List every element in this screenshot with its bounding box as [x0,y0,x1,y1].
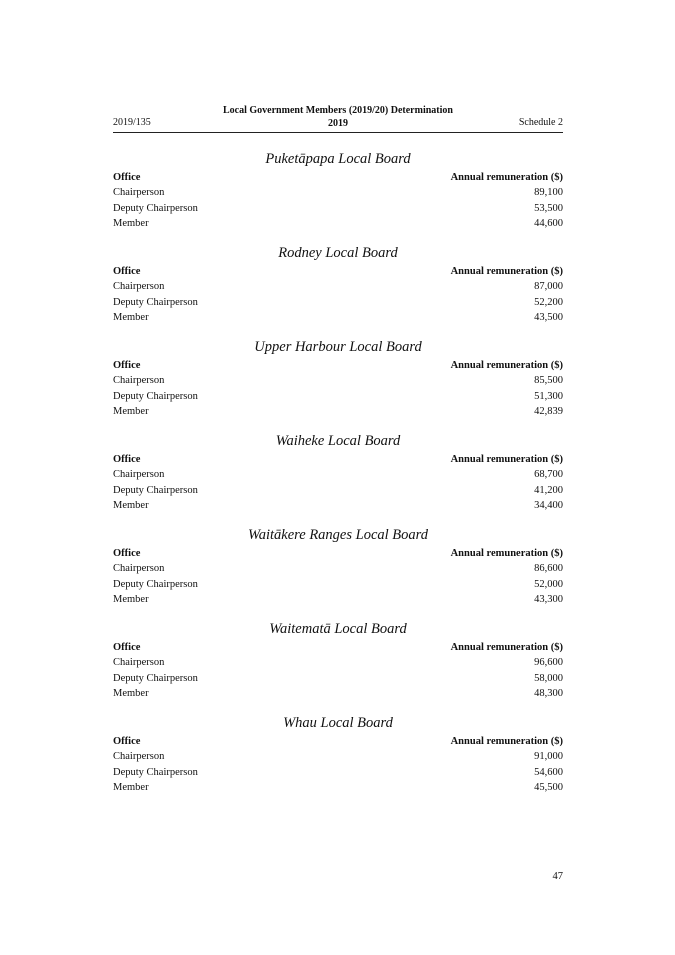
column-header-office: Office [113,172,141,183]
remuneration-cell: 52,000 [534,578,563,590]
column-header-office: Office [113,642,141,653]
office-cell: Deputy Chairperson [113,578,198,590]
board-section [113,150,563,244]
office-cell: Chairperson [113,469,165,481]
remuneration-cell: 43,300 [534,593,563,605]
board-title: Whau Local Board [283,715,393,731]
office-cell: Chairperson [113,563,165,575]
board-title: Puketāpapa Local Board [265,151,411,167]
table-header-row [113,640,563,655]
office-cell: Deputy Chairperson [113,296,198,308]
board-section [113,526,563,620]
header-reference: 2019/135 [113,117,151,128]
office-cell: Member [113,311,149,323]
column-header-remuneration: Annual remuneration ($) [450,454,563,465]
table-header-row [113,452,563,467]
table-row [113,185,563,200]
remuneration-cell: 89,100 [534,187,563,199]
office-cell: Deputy Chairperson [113,202,198,214]
table-row [113,765,563,780]
table-header-row [113,170,563,185]
table-row [113,201,563,216]
remuneration-cell: 53,500 [534,202,563,214]
board-title: Waitematā Local Board [269,621,407,637]
office-cell: Chairperson [113,187,165,199]
office-cell: Chairperson [113,657,165,669]
table-row [113,671,563,686]
table-row [113,561,563,576]
table-row [113,216,563,231]
column-header-remuneration: Annual remuneration ($) [450,360,563,371]
remuneration-cell: 87,000 [534,281,563,293]
office-cell: Member [113,405,149,417]
table-header-row [113,358,563,373]
column-header-office: Office [113,360,141,371]
column-header-remuneration: Annual remuneration ($) [450,736,563,747]
office-cell: Member [113,781,149,793]
office-cell: Chairperson [113,751,165,763]
board-title: Waiheke Local Board [275,433,401,449]
table-row [113,577,563,592]
remuneration-cell: 48,300 [534,687,563,699]
table-row [113,310,563,325]
header-schedule: Schedule 2 [518,117,563,128]
running-header [113,104,563,133]
office-cell: Deputy Chairperson [113,766,198,778]
header-title [113,104,563,130]
table-row [113,686,563,701]
remuneration-cell: 41,200 [534,484,563,496]
remuneration-cell: 54,600 [534,766,563,778]
remuneration-cell: 51,300 [534,390,563,402]
remuneration-cell: 85,500 [534,375,563,387]
office-cell: Member [113,593,149,605]
column-header-remuneration: Annual remuneration ($) [450,266,563,277]
remuneration-cell: 68,700 [534,469,563,481]
table-row [113,373,563,388]
board-section [113,244,563,338]
office-cell: Member [113,499,149,511]
remuneration-cell: 43,500 [534,311,563,323]
table-row [113,749,563,764]
remuneration-cell: 96,600 [534,657,563,669]
table-row [113,592,563,607]
office-cell: Deputy Chairperson [113,390,198,402]
table-row [113,498,563,513]
board-section [113,338,563,432]
office-cell: Member [113,217,149,229]
office-cell: Deputy Chairperson [113,484,198,496]
board-section [113,432,563,526]
table-row [113,483,563,498]
column-header-office: Office [113,736,141,747]
table-header-row [113,734,563,749]
column-header-remuneration: Annual remuneration ($) [450,172,563,183]
board-section [113,714,563,808]
office-cell: Deputy Chairperson [113,672,198,684]
header-title-line-1: Local Government Members (2019/20) Determination [223,105,453,116]
table-row [113,780,563,795]
office-cell: Chairperson [113,375,165,387]
table-header-row [113,546,563,561]
remuneration-cell: 86,600 [534,563,563,575]
board-title: Rodney Local Board [278,245,398,261]
table-row [113,295,563,310]
remuneration-cell: 42,839 [534,405,563,417]
remuneration-cell: 44,600 [534,217,563,229]
page-number: 47 [552,871,563,882]
table-row [113,655,563,670]
column-header-office: Office [113,266,141,277]
column-header-remuneration: Annual remuneration ($) [450,642,563,653]
remuneration-cell: 58,000 [534,672,563,684]
remuneration-cell: 45,500 [534,781,563,793]
table-row [113,467,563,482]
board-section [113,620,563,714]
column-header-office: Office [113,548,141,559]
column-header-office: Office [113,454,141,465]
board-title: Upper Harbour Local Board [254,339,422,355]
remuneration-cell: 91,000 [534,751,563,763]
board-sections [113,150,563,808]
office-cell: Chairperson [113,281,165,293]
office-cell: Member [113,687,149,699]
table-row [113,389,563,404]
header-title-line-2: 2019 [328,118,348,129]
table-row [113,279,563,294]
column-header-remuneration: Annual remuneration ($) [450,548,563,559]
table-header-row [113,264,563,279]
table-row [113,404,563,419]
remuneration-cell: 34,400 [534,499,563,511]
board-title: Waitākere Ranges Local Board [247,527,429,543]
remuneration-cell: 52,200 [534,296,563,308]
